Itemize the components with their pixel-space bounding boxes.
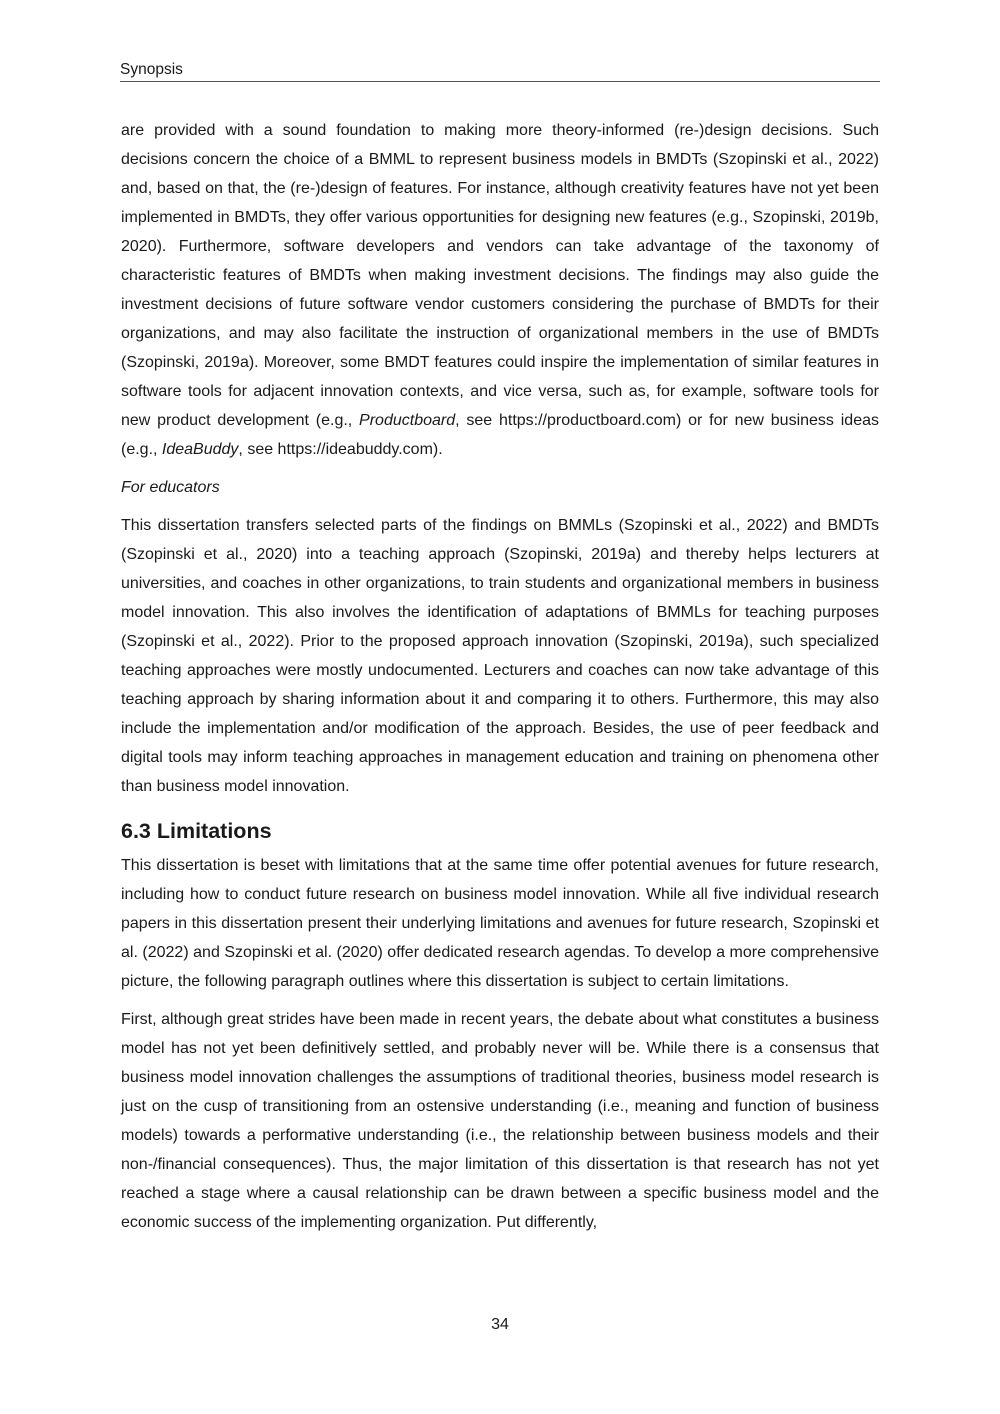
paragraph-design-decisions bbox=[121, 116, 879, 464]
italic-product-name: IdeaBuddy bbox=[161, 441, 239, 458]
paragraph-text: are provided with a sound foundation to making more theory-informed (re-)design decisions. Such decisions concern the choice of a BMML to represent business models in BMDTs (Szopinski et al., 2022) and, based on that, the (re-)design of features. For instance, although creativity features have not yet been implemented in BMDTs, they offer various opportunities for designing new features (e.g., Szopinski, 2019b, 2020). Furthermore, software developers and vendors can take advantage of the taxonomy of characteristic features of BMDTs when making investment decisions. The findings may also guide the investment decisions of future software vendor customers considering the purchase of BMDTs for their organizations, and may also facilitate the instruction of organizational members in the use of BMDTs (Szopinski, 2019a). Moreover, some BMDT features could inspire the implementation of similar features in software tools for adjacent innovation contexts, and vice versa, such as, for example, software tools for new product development (e.g., bbox=[121, 122, 879, 429]
paragraph-limitations-intro: This dissertation is beset with limitations that at the same time offer potential avenues for future research, including how to conduct future research on business model innovation. While all five individual research papers in this dissertation present their underlying limitations and avenues for future research, Szopinski et al. (2022) and Szopinski et al. (2020) offer dedicated research agendas. To develop a more comprehensive picture, the following paragraph outlines where this dissertation is subject to certain limitations. bbox=[121, 857, 879, 990]
paragraph-text: , see https://ideabuddy.com). bbox=[238, 441, 443, 458]
running-header: Synopsis bbox=[120, 60, 880, 82]
paragraph-educators: This dissertation transfers selected parts of the findings on BMMLs (Szopinski et al., 2022) and BMDTs (Szopinski et al., 2020) into a teaching approach (Szopinski, 2019a) and thereby helps lecturers at universities, and coaches in other organizations, to train students and organizational members in business model innovation. This also involves the identification of adaptations of BMMLs for teaching purposes (Szopinski et al., 2022). Prior to the proposed approach innovation (Szopinski, 2019a), such specialized teaching approaches were mostly undocumented. Lecturers and coaches can now take advantage of this teaching approach by sharing information about it and comparing it to others. Furthermore, this may also include the implementation and/or modification of the approach. Besides, the use of peer feedback and digital tools may inform teaching approaches in management education and training on phenomena other than business model innovation. bbox=[121, 517, 879, 795]
paragraph-text: , see https://productboard.com) or for new business ideas (e.g., bbox=[121, 412, 879, 458]
paragraph-limitations-first: First, although great strides have been made in recent years, the debate about what constitutes a business model has not yet been definitively settled, and probably never will be. While there is a consensus that business model innovation challenges the assumptions of traditional theories, business model research is just on the cusp of transitioning from an ostensive understanding (i.e., meaning and function of business models) towards a performative understanding (i.e., the relationship between business models and their non-/financial consequences). Thus, the major limitation of this dissertation is that research has not yet reached a stage where a causal relationship can be drawn between a specific business model and the economic success of the implementing organization. Put differently, bbox=[121, 1011, 879, 1231]
body-text bbox=[121, 116, 879, 1237]
section-heading-limitations: 6.3 Limitations bbox=[121, 819, 272, 843]
page-number: 34 bbox=[491, 1316, 509, 1333]
italic-product-name: Productboard bbox=[359, 412, 456, 429]
subheading-for-educators: For educators bbox=[121, 479, 220, 496]
